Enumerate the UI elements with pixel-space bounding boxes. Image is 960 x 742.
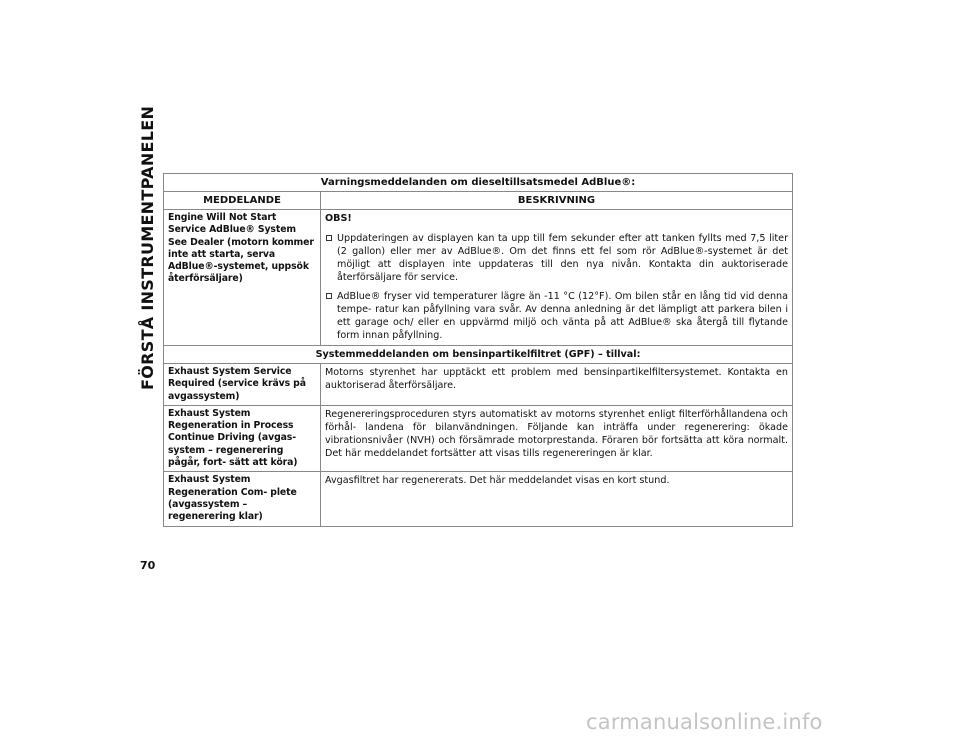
note-label: OBS! xyxy=(325,213,352,224)
table-row xyxy=(164,210,793,346)
message-cell: Exhaust System Service Required (service krävs på avgassystem) xyxy=(164,364,321,406)
description-cell: Motorns styrenhet har upptäckt ett problem med bensinpartikelfiltersystemet. Kontakta en auktoriserad återförsäljare. xyxy=(321,364,793,406)
column-header-message: MEDDELANDE xyxy=(164,192,321,210)
section-title: Systemmeddelanden om bensinpartikelfiltret (GPF) – tillval: xyxy=(164,346,793,364)
table-row xyxy=(164,472,793,526)
list-item xyxy=(325,232,788,284)
watermark: carmanualsonline.info xyxy=(586,710,823,734)
column-header-row xyxy=(164,192,793,210)
square-bullet-icon xyxy=(326,235,332,241)
section-header-row xyxy=(164,346,793,364)
description-cell: Avgasfiltret har regenererats. Det här meddelandet visas en kort stund. xyxy=(321,472,793,526)
message-cell: Exhaust System Regeneration Com- plete (avgassystem – regenerering klar) xyxy=(164,472,321,526)
table-title-row xyxy=(164,174,793,192)
table-row xyxy=(164,364,793,406)
description-cell: Regenereringsproceduren styrs automatiskt av motorns styrenhet enligt filterförhållandena och förhål- landena för bilanvändningen. Följande kan inträffa under regenerering: ökade vibrationsnivåer (NVH) och försämrade motorprestanda. Föraren bör fortsätta att köra normalt. Det här meddelandet fortsätter att visas tills regenereringen är klar. xyxy=(321,405,793,471)
chapter-title: FÖRSTÅ INSTRUMENTPANELEN xyxy=(138,105,157,390)
page-number: 70 xyxy=(140,559,156,572)
table-row xyxy=(164,405,793,471)
description-cell xyxy=(321,210,793,346)
column-header-description: BESKRIVNING xyxy=(321,192,793,210)
message-cell: Exhaust System Regeneration in Process Continue Driving (avgas- system – regenerering pågår, fort- sätt att köra) xyxy=(164,405,321,471)
square-bullet-icon xyxy=(326,293,332,299)
list-item xyxy=(325,290,788,342)
message-cell: Engine Will Not Start Service AdBlue® System See Dealer (motorn kommer inte att starta, serva AdBlue®-systemet, uppsök återförsäljare) xyxy=(164,210,321,346)
list-item-text: AdBlue® fryser vid temperaturer lägre än -11 °C (12°F). Om bilen står en lång tid vid denna tempe- ratur kan påfyllning vara svår. Av denna anledning är det lämpligt att parkera bilen i ett garage och/ eller en uppvärmd miljö och vänta på att AdBlue® ska återgå till flytande form innan påfyllning. xyxy=(337,291,789,341)
table-title: Varningsmeddelanden om dieseltillsatsmedel AdBlue®: xyxy=(164,174,793,192)
list-item-text: Uppdateringen av displayen kan ta upp till fem sekunder efter att tanken fyllts med 7,5 liter (2 gallon) eller mer av AdBlue®. Om det finns ett fel som rör AdBlue®-systemet är det möjligt att displayen inte uppdateras till den nya nivån. Kontakta din auktoriserade återförsäljare för service. xyxy=(337,233,789,283)
warning-messages-table xyxy=(163,173,793,527)
